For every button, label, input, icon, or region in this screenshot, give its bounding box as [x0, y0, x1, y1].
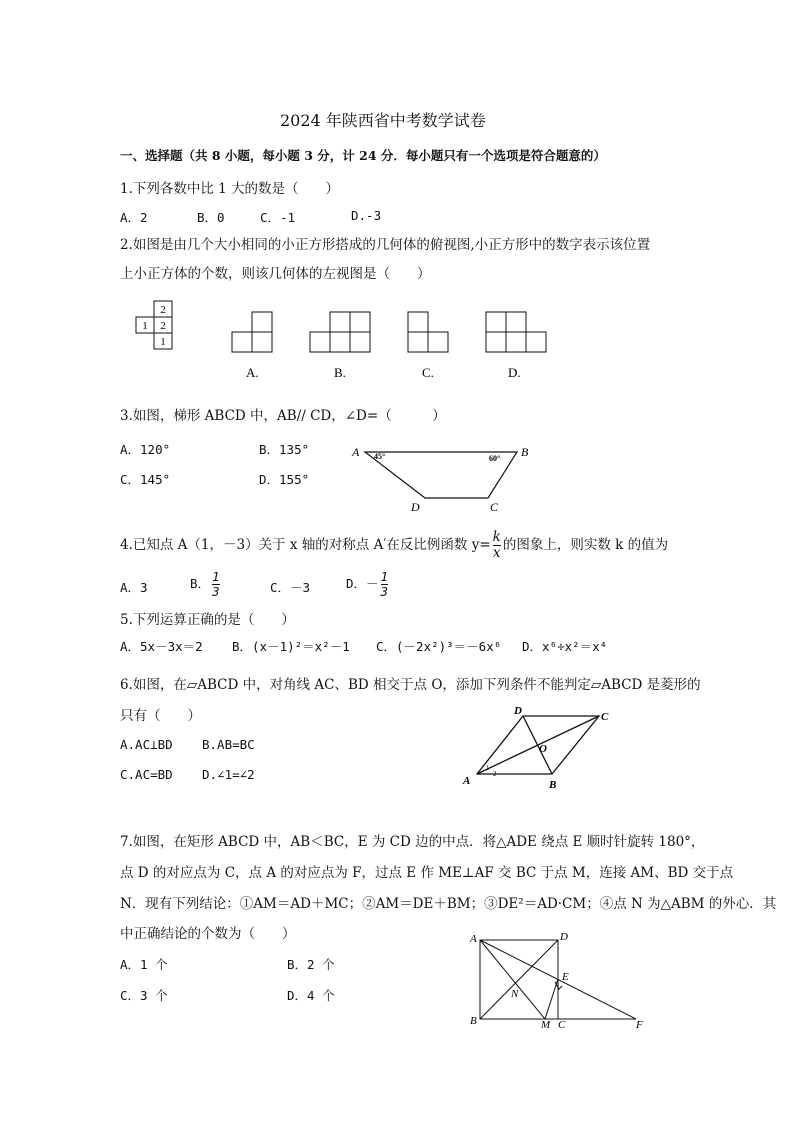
- grid-cell-top: 2: [160, 304, 166, 316]
- q4-option-b-label: B．: [190, 575, 211, 591]
- question-1-text: 1.下列各数中比 1 大的数是（ ）: [120, 181, 340, 197]
- question-3-text: 3.如图，梯形 ABCD 中，AB// CD，∠D=（ ）: [120, 408, 446, 424]
- q4-fraction: [493, 530, 501, 561]
- q6-point-d: D: [514, 705, 522, 717]
- question-7-line4: 中正确结论的个数为（ ）: [120, 926, 296, 942]
- question-7-line3: N．现有下列结论：①AM＝AD＋MC；②AM＝DE＋BM；③DE²＝AD·CM；④点 N 为△ABM 的外心．其: [120, 896, 777, 912]
- q6-option-d: D.∠1=∠2: [202, 767, 255, 782]
- question-7-line2: 点 D 的对应点为 C，点 A 的对应点为 F，过点 E 作 ME⊥AF 交 BC 于点 M，连接 AM、BD 交于点: [120, 865, 734, 881]
- q4-b-num: 1: [212, 569, 220, 584]
- page-title: 2024 年陕西省中考数学试卷: [280, 111, 486, 130]
- q1-option-a: A．2: [120, 210, 148, 225]
- q2-label-a: A.: [246, 365, 259, 380]
- q5-option-c: C．(－2x²)³＝－6x⁶: [376, 639, 502, 654]
- q7-point-b: B: [470, 1015, 477, 1027]
- q6-point-b: B: [549, 779, 557, 791]
- q5-option-b: B．(x－1)²＝x²－1: [232, 639, 350, 654]
- q2-figures: [120, 295, 560, 390]
- q4-d-den: 3: [380, 583, 389, 599]
- section-header: 一、选择题（共 8 小题，每小题 3 分，计 24 分．每小题只有一个选项是符合题意的）: [120, 148, 606, 163]
- q6-point-c: C: [601, 711, 609, 723]
- q6-point-o: O: [539, 743, 547, 755]
- q3-option-b: B．135°: [259, 442, 310, 457]
- q6-option-c: C.AC=BD: [120, 767, 173, 782]
- q7-point-d: D: [560, 931, 568, 943]
- q4-d-num: 1: [380, 569, 389, 584]
- q7-option-c: C．3 个: [120, 988, 168, 1003]
- q7-point-f: F: [636, 1019, 643, 1031]
- q2-label-b: B.: [334, 365, 346, 380]
- q4-option-a: A．3: [120, 580, 148, 595]
- q4-option-d-frac: [381, 570, 389, 599]
- q7-option-a: A．1 个: [120, 957, 168, 972]
- q4-text-pre: 4.已知点 A（1，－3）关于 x 轴的对称点 A′在反比例函数 y=: [120, 536, 491, 553]
- q6-option-a: A.AC⊥BD: [120, 737, 173, 752]
- grid-cell-left: 1: [142, 320, 148, 332]
- question-6-line2: 只有（ ）: [120, 708, 201, 724]
- q4-text-post: 的图象上，则实数 k 的值为: [502, 536, 669, 553]
- question-2-line2: 上小正方体的个数，则该几何体的左视图是（ ）: [120, 266, 431, 282]
- q4-b-den: 3: [212, 583, 220, 599]
- grid-cell-bottom: 1: [160, 336, 166, 348]
- q4-option-d: [346, 570, 390, 599]
- question-2-line1: 2.如图是由几个大小相同的小正方形搭成的几何体的俯视图,小正方形中的数字表示该位置: [120, 237, 651, 253]
- question-5-text: 5.下列运算正确的是（ ）: [120, 612, 295, 628]
- q5-option-d: D．x⁶÷x²＝x⁴: [522, 639, 608, 654]
- question-6-line1: 6.如图，在▱ABCD 中，对角线 AC、BD 相交于点 O，添加下列条件不能判定▱ABCD 是菱形的: [120, 677, 701, 693]
- q5-option-a: A．5x－3x＝2: [120, 639, 203, 654]
- point-a-label: A: [352, 445, 360, 459]
- q1-option-b: B．0: [197, 210, 225, 225]
- q4-option-b: [190, 570, 222, 599]
- q6-parallelogram-figure: [455, 702, 635, 797]
- q4-option-c: C．－3: [270, 580, 311, 595]
- q6-angle-1: 1: [486, 764, 490, 772]
- q4-frac-num: k: [492, 529, 501, 545]
- q4-option-b-frac: [212, 570, 220, 599]
- q3-option-c: C．145°: [120, 472, 171, 487]
- point-d-label: D: [411, 500, 420, 514]
- q7-point-n: N: [511, 988, 519, 1000]
- q3-trapezoid-figure: [345, 440, 540, 515]
- q3-option-d: D．155°: [259, 472, 310, 487]
- angle-a-label: 45°: [374, 452, 386, 461]
- q7-point-m: M: [541, 1019, 551, 1031]
- angle-b-label: 60°: [489, 454, 501, 463]
- question-4-text: [120, 530, 668, 561]
- q7-rectangle-figure: [462, 928, 652, 1033]
- q6-angle-2: 2: [493, 770, 497, 778]
- q7-point-e: E: [562, 971, 569, 983]
- q7-point-c: C: [558, 1019, 566, 1031]
- q1-option-d: D.-3: [351, 208, 382, 223]
- q7-option-b: B．2 个: [287, 957, 335, 972]
- q1-option-c: C．-1: [260, 210, 296, 225]
- q6-option-b: B.AB=BC: [202, 737, 255, 752]
- question-7-line1: 7.如图，在矩形 ABCD 中，AB＜BC，E 为 CD 边的中点．将△ADE 绕点 E 顺时针旋转 180°，: [120, 834, 705, 850]
- grid-cell-middle: 2: [160, 320, 166, 332]
- q2-label-c: C.: [422, 365, 434, 380]
- q7-point-a: A: [470, 933, 477, 945]
- q4-frac-den: x: [492, 544, 501, 561]
- q3-option-a: A．120°: [120, 442, 171, 457]
- point-b-label: B: [521, 445, 529, 459]
- q4-option-d-label: D．－: [346, 575, 379, 591]
- point-c-label: C: [490, 500, 499, 514]
- q6-point-a: A: [463, 775, 471, 787]
- q2-label-d: D.: [508, 365, 521, 380]
- q7-option-d: D．4 个: [287, 988, 335, 1003]
